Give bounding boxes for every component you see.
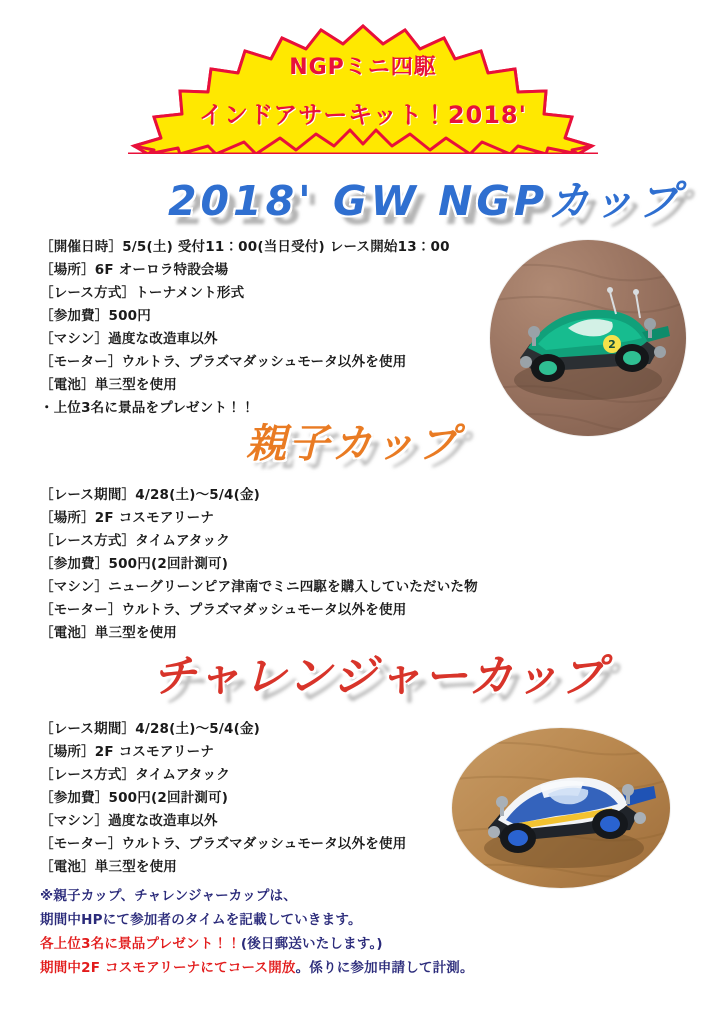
spec-row: ［参加費］500円 <box>40 308 151 324</box>
spec-list-challenger-cup <box>40 718 406 879</box>
spec-row: ［開催日時］5/5(土) 受付11：00(当日受付) レース開始13：00 <box>40 239 450 255</box>
spec-row: ［レース期間］4/28(土)～5/4(金) <box>40 487 261 503</box>
spec-row: ［マシン］ニューグリーンピア津南でミニ四駆を購入していただいた物 <box>40 579 478 595</box>
spec-list-gw-cup <box>40 236 450 420</box>
spec-list-oyako-cup <box>40 484 478 645</box>
spec-row: ［モーター］ウルトラ、プラズマダッシュモータ以外を使用 <box>40 354 407 370</box>
svg-text:2: 2 <box>608 338 616 351</box>
spec-row: ［電池］単三型を使用 <box>40 377 177 393</box>
footer-line-3 <box>40 932 474 956</box>
spec-row: ［場所］6F オーロラ特設会場 <box>40 262 229 278</box>
spec-row: ・上位3名に景品をプレゼント！！ <box>40 400 255 416</box>
heading-challenger-cup: チャレンジャーカップ <box>152 651 607 702</box>
banner-line-2: インドアサーキット！2018' <box>199 101 527 129</box>
starburst-banner <box>78 24 648 154</box>
spec-row: ［参加費］500円(2回計測可) <box>40 790 229 806</box>
spec-row: ［レース期間］4/28(土)～5/4(金) <box>40 721 261 737</box>
footer-line-4 <box>40 956 474 980</box>
footer-notes <box>40 884 474 980</box>
spec-row: ［場所］2F コスモアリーナ <box>40 744 215 760</box>
spec-row: ［電池］単三型を使用 <box>40 625 177 641</box>
green-mini4wd-car-photo <box>490 240 686 436</box>
blue-mini4wd-car-photo <box>452 728 670 888</box>
blue-car-illustration <box>452 728 670 888</box>
spec-row: ［参加費］500円(2回計測可) <box>40 556 229 572</box>
spec-row: ［マシン］過度な改造車以外 <box>40 813 218 829</box>
heading-oyako-cup: 親子カップ <box>246 421 461 467</box>
spec-row: ［マシン］過度な改造車以外 <box>40 331 218 347</box>
green-car-illustration <box>490 240 686 436</box>
spec-row: ［モーター］ウルトラ、プラズマダッシュモータ以外を使用 <box>40 602 407 618</box>
banner-text <box>78 50 648 130</box>
spec-row: ［レース方式］タイムアタック <box>40 767 230 783</box>
footer-line-1: ※親子カップ、チャレンジャーカップは、 <box>40 888 297 904</box>
spec-row: ［場所］2F コスモアリーナ <box>40 510 215 526</box>
footer-line-4-b: コース開放 <box>227 960 296 976</box>
footer-line-3-highlight: 各上位3名に景品プレゼント！！ <box>40 936 241 952</box>
banner-line-1: NGPミニ四駆 <box>289 55 437 80</box>
spec-row: ［モーター］ウルトラ、プラズマダッシュモータ以外を使用 <box>40 836 407 852</box>
footer-line-2: 期間中HPにて参加者のタイムを記載していきます。 <box>40 912 362 928</box>
footer-line-4-a: 期間中2F コスモアリーナにて <box>40 960 228 976</box>
footer-line-4-c: 。係りに参加申請して計測。 <box>295 960 474 976</box>
spec-row: ［レース方式］タイムアタック <box>40 533 230 549</box>
heading-gw-ngp-cup: 2018' GW NGPカップ <box>168 177 683 225</box>
spec-row: ［レース方式］トーナメント形式 <box>40 285 245 301</box>
spec-row: ［電池］単三型を使用 <box>40 859 177 875</box>
footer-line-3-paren: (後日郵送いたします。) <box>240 936 383 952</box>
